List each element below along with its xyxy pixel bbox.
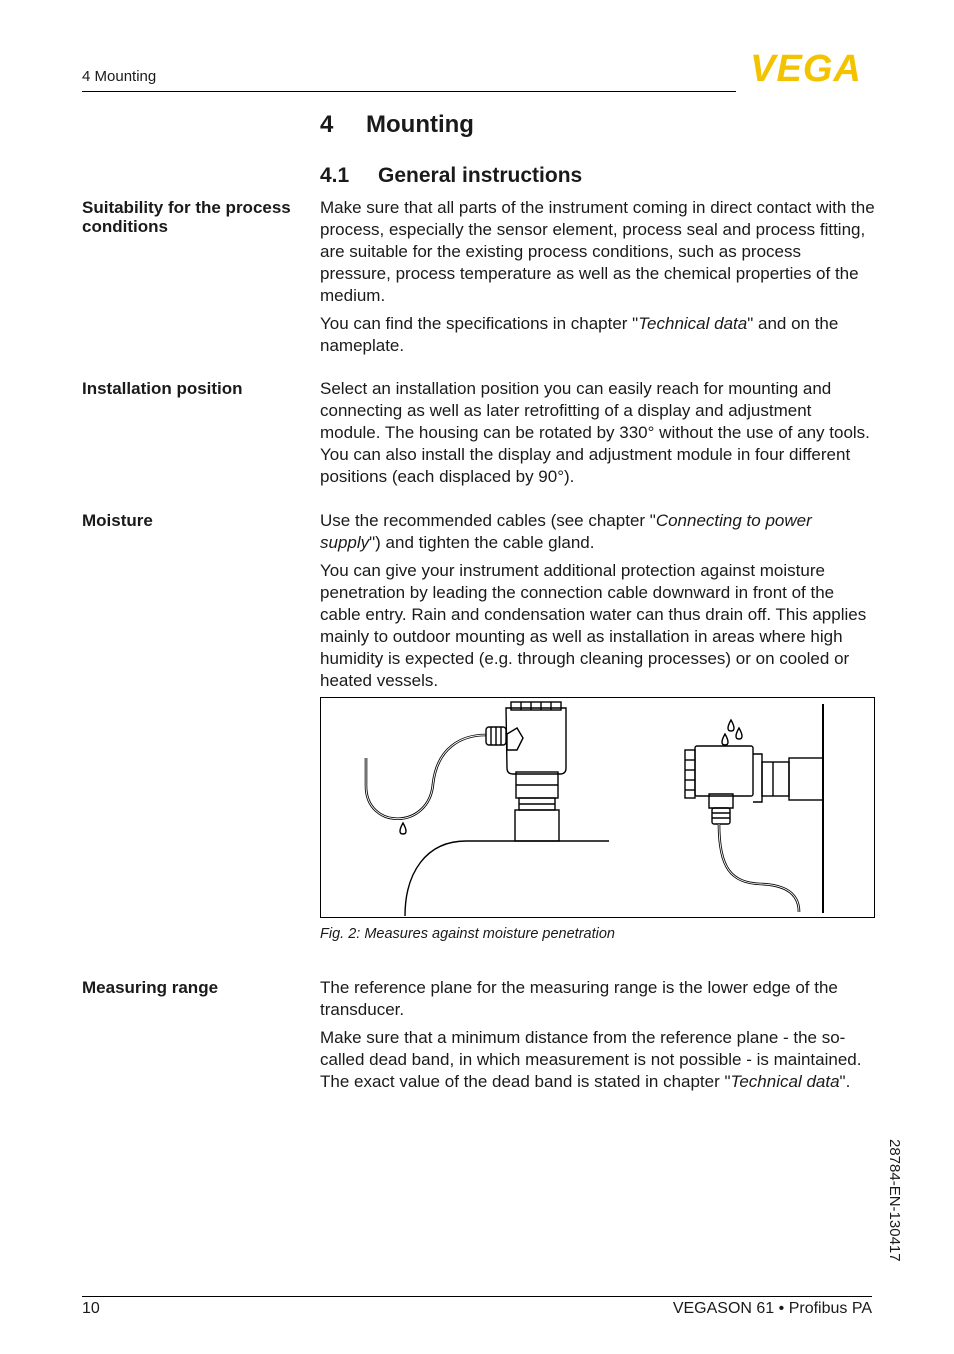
installation-paragraph: Select an installation position you can easily reach for mounting and connecting as well as later retrofitting of a display and adjustment module. The housing can be rotated by 330° without the use of any tools. You can also install the display and adjustment module in four different positions (each displaced by 90°). (320, 379, 870, 486)
chapter-number: 4 (320, 111, 334, 138)
text-moisture (320, 510, 876, 698)
power-supply-reference: Connecting to power supply (320, 511, 812, 552)
section-number: 4.1 (320, 164, 350, 187)
label-suitability: Suitability for the process conditions (82, 198, 291, 236)
page-number: 10 (82, 1300, 100, 1317)
water-drop-icon (722, 734, 728, 745)
section-title: General instructions (378, 164, 583, 187)
vega-logo (740, 50, 872, 84)
label-installation-position: Installation position (82, 379, 243, 398)
document-number: 28784-EN-130417 (886, 1139, 903, 1262)
moisture-paragraph-2: You can give your instrument additional protection against moisture penetration by leading the connection cable downward in front of the cable entry. Rain and condensation water can thus drain off. This applies mainly to outdoor mounting as well as installation in areas where high humidity is expected (e.g. through cleaning processes) or on cooled or heated vessels. (320, 561, 867, 690)
vessel-sensor-illustration (366, 702, 609, 916)
running-header: 4 Mounting (82, 68, 157, 85)
text-installation-position (320, 378, 876, 494)
moisture-paragraph-1: Use the recommended cables (see chapter "Connecting to power supply") and tighten the cable gland. (320, 511, 812, 552)
header-rule (82, 91, 736, 92)
figure-caption: Fig. 2: Measures against moisture penetration (320, 926, 615, 942)
wall-sensor-illustration (685, 704, 823, 913)
water-drop-icon (400, 823, 406, 834)
text-measuring-range (320, 977, 876, 1099)
product-name: VEGASON 61 • Profibus PA (672, 1300, 872, 1317)
label-moisture: Moisture (82, 511, 153, 530)
text-suitability (320, 197, 876, 363)
water-drop-icon (728, 720, 734, 731)
section-heading (320, 164, 582, 188)
chapter-title: Mounting (366, 111, 474, 138)
footer-rule (82, 1296, 872, 1297)
water-drop-icon (736, 728, 742, 739)
technical-data-reference: Technical data (730, 1072, 840, 1091)
logo-text: VEGA (750, 50, 862, 84)
technical-data-reference: Technical data (638, 314, 748, 333)
suitability-paragraph-2: You can find the specifications in chapter "Technical data" and on the nameplate. (320, 314, 839, 355)
suitability-paragraph-1: Make sure that all parts of the instrument coming in direct contact with the process, especially the sensor element, process seal and process fitting, are suitable for the existing process conditions, such as process pressure, process temperature as well as the chemical properties of the medium. (320, 198, 875, 305)
measuring-paragraph-2: Make sure that a minimum distance from the reference plane - the so-called dead band, in which measurement is not possible - is maintained. The exact value of the dead band is stated in chapter "Technical data". (320, 1028, 862, 1091)
figure-moisture-penetration (320, 697, 875, 918)
label-measuring-range: Measuring range (82, 978, 219, 997)
chapter-heading (320, 111, 474, 139)
measuring-paragraph-1: The reference plane for the measuring range is the lower edge of the transducer. (320, 978, 838, 1019)
